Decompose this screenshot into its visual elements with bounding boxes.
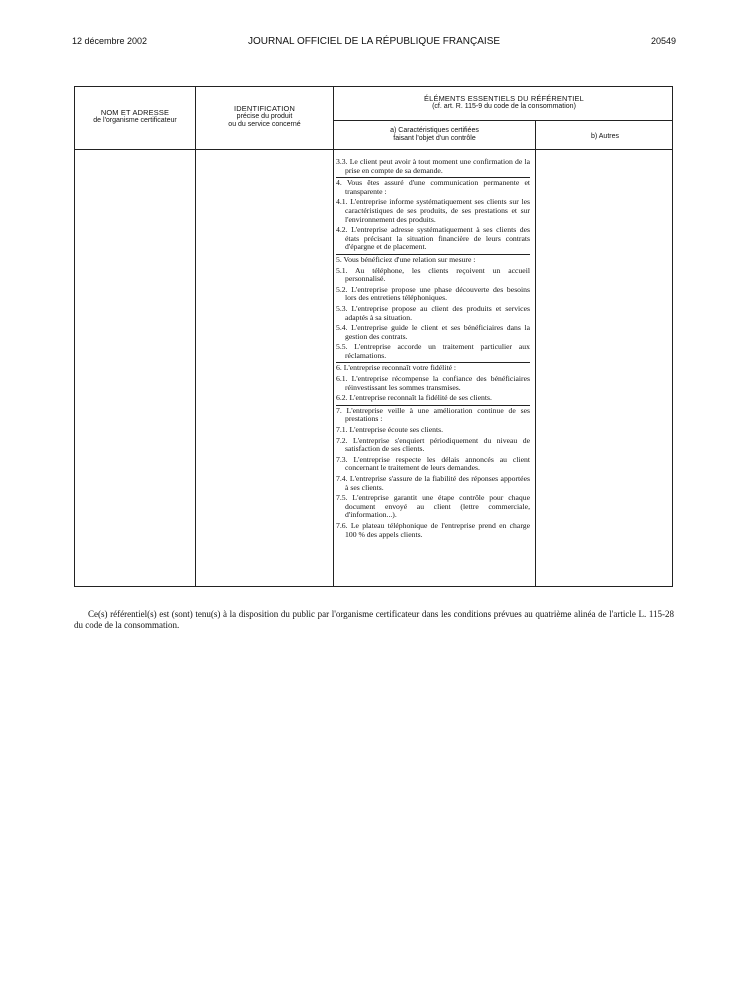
list-item: 7. L'entreprise veille à une amélioration continue de ses prestations : (336, 405, 530, 424)
header-identification-title: IDENTIFICATION (234, 104, 295, 113)
table-divider-col1 (195, 87, 196, 586)
header-identification-line3: ou du service concerné (228, 121, 301, 128)
header-caracteristiques-line2: faisant l'objet d'un contrôle (393, 135, 476, 142)
header-cell-autres: b) Autres (590, 133, 619, 140)
list-item: 7.1. L'entreprise écoute ses clients. (336, 425, 444, 435)
list-item: 5.3. L'entreprise propose au client des produits et services adaptés à sa situation. (336, 303, 530, 322)
list-item: 5.5. L'entreprise accorde un traitement particulier aux réclamations. (336, 342, 530, 360)
header-elements-title: ÉLÉMENTS ESSENTIELS DU RÉFÉRENTIEL (424, 94, 584, 103)
header-organisme-title: NOM ET ADRESSE (100, 108, 170, 117)
list-item: 3.3. Le client peut avoir à tout moment une confirmation de la prise en compte de sa demande. (336, 157, 530, 175)
list-item: 7.4. L'entreprise s'assure de la fiabilité des réponses apportées à ses clients. (336, 474, 530, 492)
list-item: 6.2. L'entreprise reconnaît la fidélité de ses clients. (336, 393, 492, 403)
header-cell-organisme (75, 109, 195, 125)
criteria-list (336, 158, 530, 541)
table-divider-col2 (333, 87, 334, 586)
list-item: 6. L'entreprise reconnaît votre fidélité : (336, 362, 530, 373)
header-organisme-subtitle: de l'organisme certificateur (93, 117, 177, 124)
list-item: 4.1. L'entreprise informe systématiquement ses clients sur les caractéristiques de ses produits, de ses prestations et sur l'environnement des produits. (336, 197, 530, 224)
list-item: 5.4. L'entreprise guide le client et ses bénéficiaires dans la gestion des contrats. (336, 323, 530, 341)
list-item: 7.6. Le plateau téléphonique de l'entreprise prend en charge 100 % des appels clients. (336, 520, 530, 539)
header-elements-subtitle: (cf. art. R. 115-9 du code de la consommation) (432, 103, 576, 110)
list-item: 5.1. Au téléphone, les clients reçoivent un accueil personnalisé. (336, 265, 530, 284)
list-item: 5. Vous bénéficiez d'une relation sur mesure : (336, 254, 530, 265)
header-date: 12 décembre 2002 (72, 36, 148, 46)
list-item: 4.2. L'entreprise adresse systématiquement à ses clients des états précisant la situation financière de leurs contrats d'épargne et de placement. (336, 225, 530, 252)
header-page-number: 20549 (650, 36, 676, 46)
list-item: 7.5. L'entreprise garantit une étape contrôle pour chaque document envoyé au client (lettre commerciale, d'information...). (336, 493, 530, 520)
header-cell-caracteristiques (334, 127, 535, 143)
table-divider-header (75, 149, 672, 150)
header-identification-line2: précise du produit (236, 113, 293, 120)
list-item: 6.1. L'entreprise récompense la confiance des bénéficiaires réinvestissant les sommes transmises. (336, 374, 530, 392)
header-cell-elements (334, 95, 674, 111)
page-header (72, 36, 676, 52)
list-item: 7.2. L'entreprise s'enquiert périodiquement du niveau de satisfaction de ses clients. (336, 435, 530, 454)
table-divider-col3 (535, 120, 536, 586)
footnote-paragraph: Ce(s) référentiel(s) est (sont) tenu(s) à la disposition du public par l'organisme certificateur dans les conditions prévues au quatrième alinéa de l'article L. 115-28 du code de la consommation. (74, 609, 674, 630)
header-journal-title: JOURNAL OFFICIEL DE LA RÉPUBLIQUE FRANÇAISE (247, 36, 501, 47)
table-divider-subheader (333, 120, 672, 121)
header-cell-identification (196, 105, 333, 129)
list-item: 7.3. L'entreprise respecte les délais annoncés au client concernant le traitement de leurs demandes. (336, 454, 530, 473)
list-item: 4. Vous êtes assuré d'une communication permanente et transparente : (336, 178, 530, 196)
list-item: 5.2. L'entreprise propose une phase découverte des besoins lors des entretiens téléphoniques. (336, 284, 530, 303)
header-caracteristiques-line1: a) Caractéristiques certifiées (390, 127, 479, 134)
